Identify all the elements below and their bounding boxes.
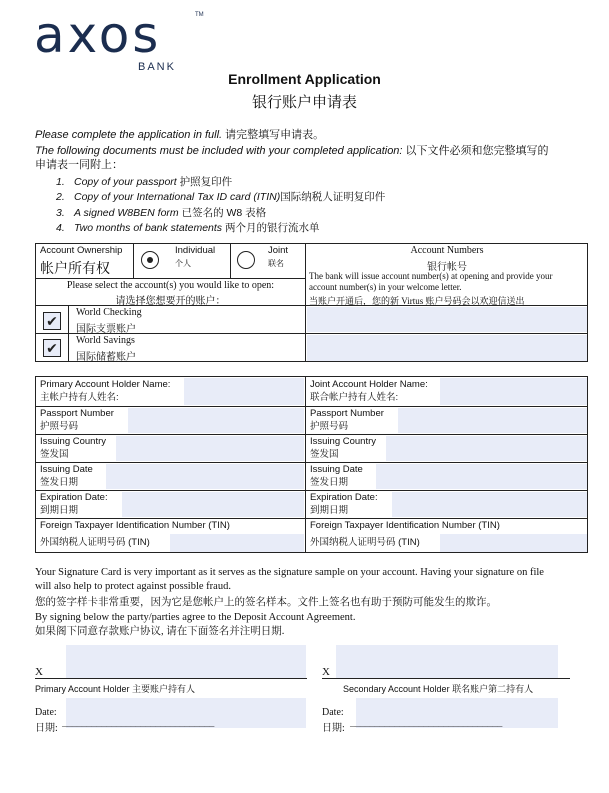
account-numbers-note-en-2: account number(s) in your welcome letter. <box>309 282 462 292</box>
primary-issuing-country-field[interactable] <box>116 436 304 461</box>
signature-paragraph-3: 您的签字样卡非常重要，因为它是您帐户上的签名样本。文件上签名也有助于预防可能发生的欺诈。 <box>35 597 497 608</box>
select-accounts-zh: 请选择您想要开的账户： <box>115 296 226 307</box>
primary-name-label-en: Primary Account Holder Name: <box>40 379 171 390</box>
joint-issuing-date-label-en: Issuing Date <box>310 464 363 475</box>
primary-passport-label-zh: 护照号码 <box>40 421 79 432</box>
secondary-date-underline: _______________________________ <box>350 719 502 729</box>
world-checking-checkbox[interactable]: ✔ <box>43 312 61 330</box>
joint-tin-field[interactable] <box>440 534 587 552</box>
primary-date-underline: _______________________________ <box>62 719 214 729</box>
secondary-date-label-en: Date: <box>322 707 344 718</box>
secondary-signature-label: Secondary Account Holder 联名账户第二持有人 <box>343 684 534 694</box>
document-item: 1. Copy of your passport 护照复印件 <box>56 176 233 188</box>
document-item: 4. Two months of bank statements 两个月的银行流水单 <box>56 222 320 234</box>
title-chinese: 银行账户申请表 <box>251 94 357 111</box>
joint-radio[interactable] <box>237 251 255 269</box>
world-savings-account-number-field[interactable] <box>307 335 587 361</box>
primary-issuing-date-label-zh: 签发日期 <box>40 477 79 488</box>
individual-label-zh: 个人 <box>175 259 191 268</box>
joint-tin-label-zh: 外国纳税人证明号码 (TIN) <box>310 537 420 548</box>
intro-line-2: The following documents must be included with your completed application: 以下文件必须和您完整填写的 <box>35 145 549 157</box>
logo-bank-text: BANK <box>138 61 176 73</box>
intro-line-3: 申请表一同附上： <box>35 159 123 171</box>
account-numbers-title-en: Account Numbers <box>410 245 484 256</box>
joint-passport-field[interactable] <box>398 408 587 433</box>
primary-signature-label: Primary Account Holder 主要账户持有人 <box>35 684 196 694</box>
joint-tin-label-en: Foreign Taxpayer Identification Number (TIN) <box>310 520 500 531</box>
primary-issuing-country-label-zh: 签发国 <box>40 449 69 460</box>
primary-tin-field[interactable] <box>170 534 304 552</box>
document-item: 3. A signed W8BEN form 已签名的 W8 表格 <box>56 207 267 219</box>
account-numbers-note-en-1: The bank will issue account number(s) at opening and provide your <box>309 271 553 281</box>
primary-issuing-date-label-en: Issuing Date <box>40 464 93 475</box>
joint-name-label-zh: 联合帐户持有人姓名: <box>310 392 399 403</box>
joint-label-zh: 联名 <box>268 259 284 268</box>
logo-wordmark: axos <box>34 6 162 64</box>
secondary-signature-x: X <box>322 666 330 678</box>
joint-issuing-country-label-zh: 签发国 <box>310 449 339 460</box>
world-savings-label-zh: 国际储蓄账户 <box>76 352 136 363</box>
world-savings-label-en: World Savings <box>76 335 135 346</box>
intro-line-1: Please complete the application in full. 请完整填写申请表。 <box>35 129 325 141</box>
title-english: Enrollment Application <box>228 71 381 87</box>
joint-expiration-date-field[interactable] <box>392 492 587 517</box>
joint-name-field[interactable] <box>440 378 587 405</box>
primary-name-field[interactable] <box>184 378 304 405</box>
primary-passport-field[interactable] <box>128 408 304 433</box>
world-checking-label-zh: 国际支票账户 <box>76 324 136 335</box>
individual-label-en: Individual <box>175 245 216 256</box>
joint-issuing-country-label-en: Issuing Country <box>310 436 377 447</box>
joint-passport-label-en: Passport Number <box>310 408 384 419</box>
secondary-date-label-zh: 日期: <box>322 723 345 734</box>
primary-expiration-date-field[interactable] <box>122 492 304 517</box>
primary-expiration-date-label-zh: 到期日期 <box>40 505 79 516</box>
ownership-label-en: Account Ownership <box>40 245 123 256</box>
joint-expiration-date-label-en: Expiration Date: <box>310 492 378 503</box>
joint-issuing-country-field[interactable] <box>386 436 587 461</box>
account-numbers-note-zh: 当账户开通后，您的新 Virtus 账户号码会以欢迎信送出 <box>309 296 525 306</box>
primary-expiration-date-label-en: Expiration Date: <box>40 492 108 503</box>
primary-signature-x: X <box>35 666 43 678</box>
secondary-signature-field[interactable] <box>336 645 558 678</box>
joint-passport-label-zh: 护照号码 <box>310 421 349 432</box>
joint-issuing-date-label-zh: 签发日期 <box>310 477 349 488</box>
primary-tin-label-en: Foreign Taxpayer Identification Number (TIN) <box>40 520 230 531</box>
primary-date-label-zh: 日期: <box>35 723 58 734</box>
signature-paragraph-5: 如果阁下同意存款账户协议, 请在下面签名并注明日期. <box>35 626 285 637</box>
document-item: 2. Copy of your International Tax ID card (ITIN)国际纳税人证明复印件 <box>56 191 386 203</box>
primary-tin-label-zh: 外国纳税人证明号码 (TIN) <box>40 537 150 548</box>
primary-issuing-country-label-en: Issuing Country <box>40 436 107 447</box>
joint-label-en: Joint <box>268 245 289 256</box>
ownership-label-zh: 帐户所有权 <box>40 260 110 276</box>
primary-issuing-date-field[interactable] <box>106 464 304 489</box>
signature-paragraph-2: will also help to protect against possible fraud. <box>35 581 231 592</box>
world-checking-account-number-field[interactable] <box>307 307 587 332</box>
select-accounts-en: Please select the account(s) you would like to open: <box>66 280 275 291</box>
primary-signature-field[interactable] <box>66 645 306 678</box>
account-numbers-title-zh: 银行帐号 <box>427 262 467 273</box>
signature-paragraph-1: Your Signature Card is very important as it serves as the signature sample on your account. Having your signature on file <box>35 567 544 578</box>
primary-passport-label-en: Passport Number <box>40 408 114 419</box>
world-savings-checkbox[interactable]: ✔ <box>43 339 61 357</box>
primary-name-label-zh: 主帐户持有人姓名: <box>40 392 119 403</box>
logo-trademark: TM <box>195 12 204 18</box>
joint-name-label-en: Joint Account Holder Name: <box>310 379 428 390</box>
axos-bank-logo <box>34 6 204 73</box>
signature-paragraph-4: By signing below the party/parties agree to the Deposit Account Agreement. <box>35 612 356 623</box>
joint-expiration-date-label-zh: 到期日期 <box>310 505 349 516</box>
world-checking-label-en: World Checking <box>76 307 142 318</box>
individual-radio[interactable] <box>141 251 159 269</box>
joint-issuing-date-field[interactable] <box>376 464 587 489</box>
primary-date-label-en: Date: <box>35 707 57 718</box>
